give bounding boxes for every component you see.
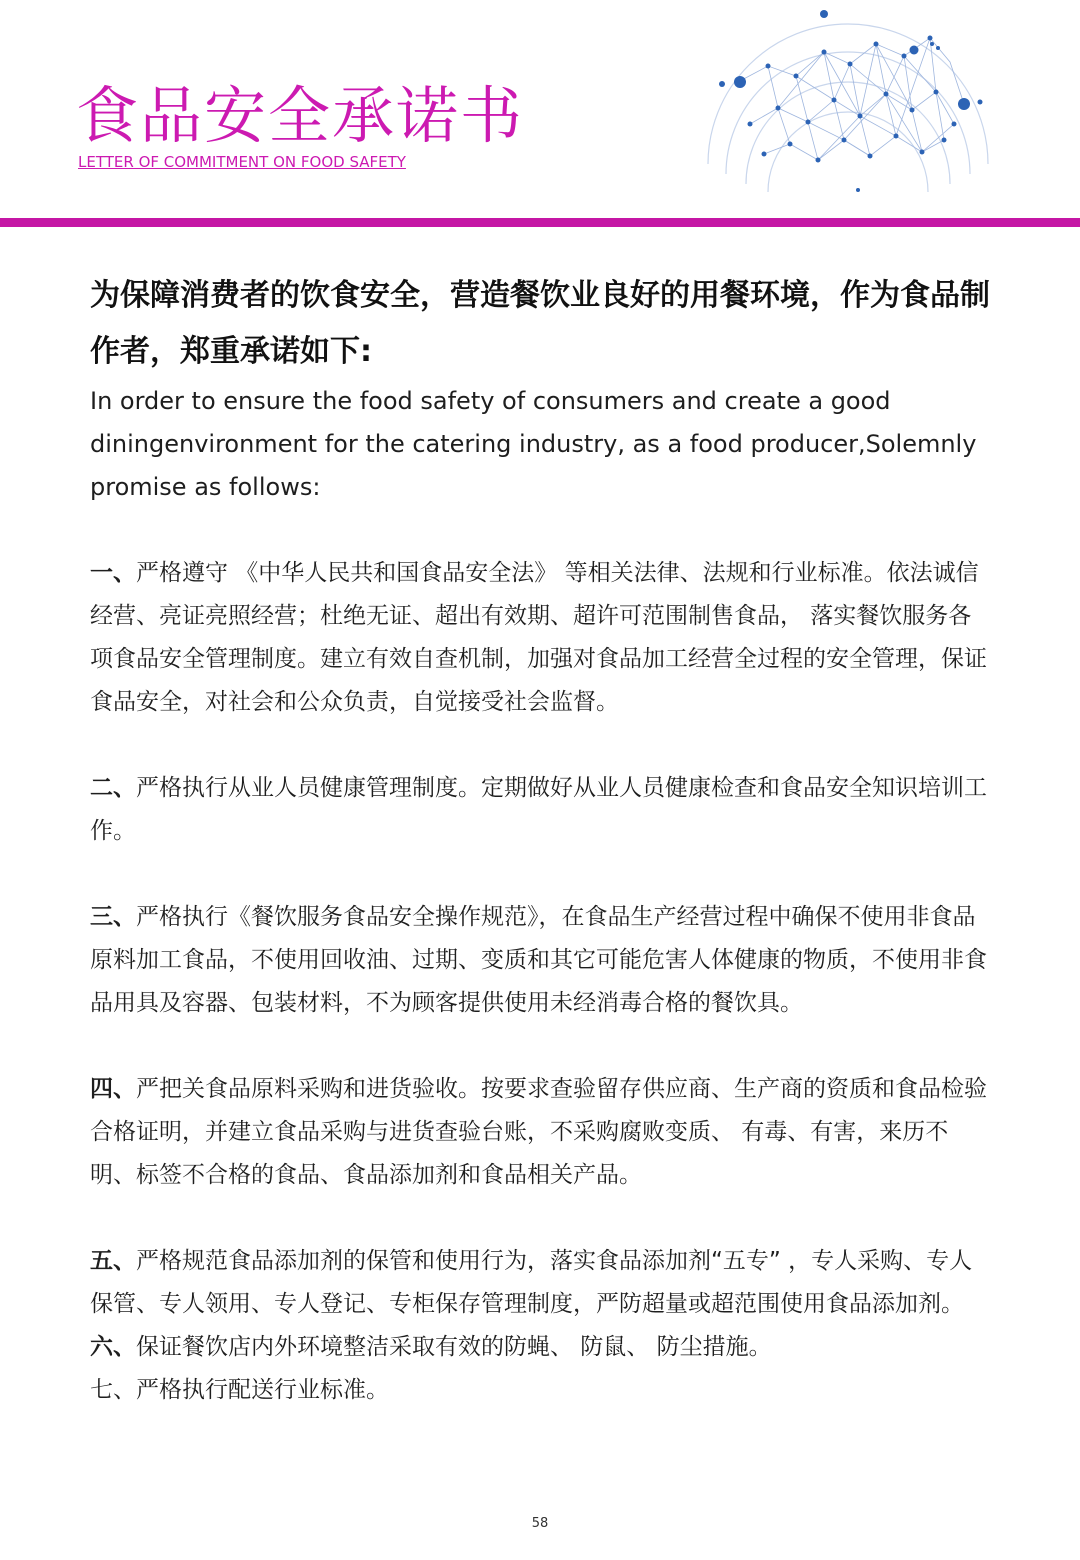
letter-body [90,268,990,1412]
page-title: 食品安全承诺书 [76,79,525,152]
page-subtitle: LETTER OF COMMITMENT ON FOOD SAFETY [78,153,406,171]
item-text: 严格遵守 《中华人民共和国食品安全法》 等相关法律、法规和行业标准。依法诚信经营、亮证亮照经营；杜绝无证、超出有效期、超许可范围制售食品， 落实餐饮服务各项食品安全管理制度。建立有效自查机制，加强对食品加工经营全过程的安全管理，保证食品安全，对社会和公众负责，自觉接受社会监督。 [90,560,987,715]
item-text: 严把关食品原料采购和进货验收。按要求查验留存供应商、生产商的资质和食品检验合格证明，并建立食品采购与进货查验台账，不采购腐败变质、 有毒、有害，来历不明、标签不合格的食品、食品添加剂和食品相关产品。 [90,1076,987,1188]
intro-english: In order to ensure the food safety of consumers and create a good diningenvironment for the catering industry, as a food producer,Solemnly promise as follows: [90,387,977,501]
commitment-item-1 [90,552,990,724]
intro-chinese: 为保障消费者的饮食安全，营造餐饮业良好的用餐环境，作为食品制作者，郑重承诺如下: [90,278,990,369]
item-number: 一、 [90,560,136,586]
item-number: 五、 [90,1248,136,1274]
item-text: 保证餐饮店内外环境整洁采取有效的防蝇、 防鼠、 防尘措施。 [136,1334,772,1360]
page-header [0,0,1080,230]
commitment-item-2 [90,767,990,853]
network-globe-icon [698,4,998,200]
item-text: 严格执行从业人员健康管理制度。定期做好从业人员健康检查和食品安全知识培训工作。 [90,775,987,844]
commitment-item-5 [90,1240,990,1326]
page-number: 58 [531,1516,549,1531]
commitment-item-7 [90,1369,990,1412]
commitment-item-4 [90,1068,990,1197]
commitment-item-3 [90,896,990,1025]
item-text: 七、严格执行配送行业标准。 [90,1377,389,1403]
commitment-item-6 [90,1326,990,1369]
header-divider [0,218,1080,227]
item-number: 六、 [90,1334,136,1360]
item-number: 三、 [90,904,136,930]
item-number: 四、 [90,1076,136,1102]
item-text: 严格执行《餐饮服务食品安全操作规范》，在食品生产经营过程中确保不使用非食品原料加工食品，不使用回收油、过期、变质和其它可能危害人体健康的物质，不使用非食品用具及容器、包装材料，不为顾客提供使用未经消毒合格的餐饮具。 [90,904,987,1016]
item-text: 严格规范食品添加剂的保管和使用行为，落实食品添加剂“五专” ，专人采购、专人保管、专人领用、专人登记、专柜保存管理制度，严防超量或超范围使用食品添加剂。 [90,1248,973,1317]
item-number: 二、 [90,775,136,801]
